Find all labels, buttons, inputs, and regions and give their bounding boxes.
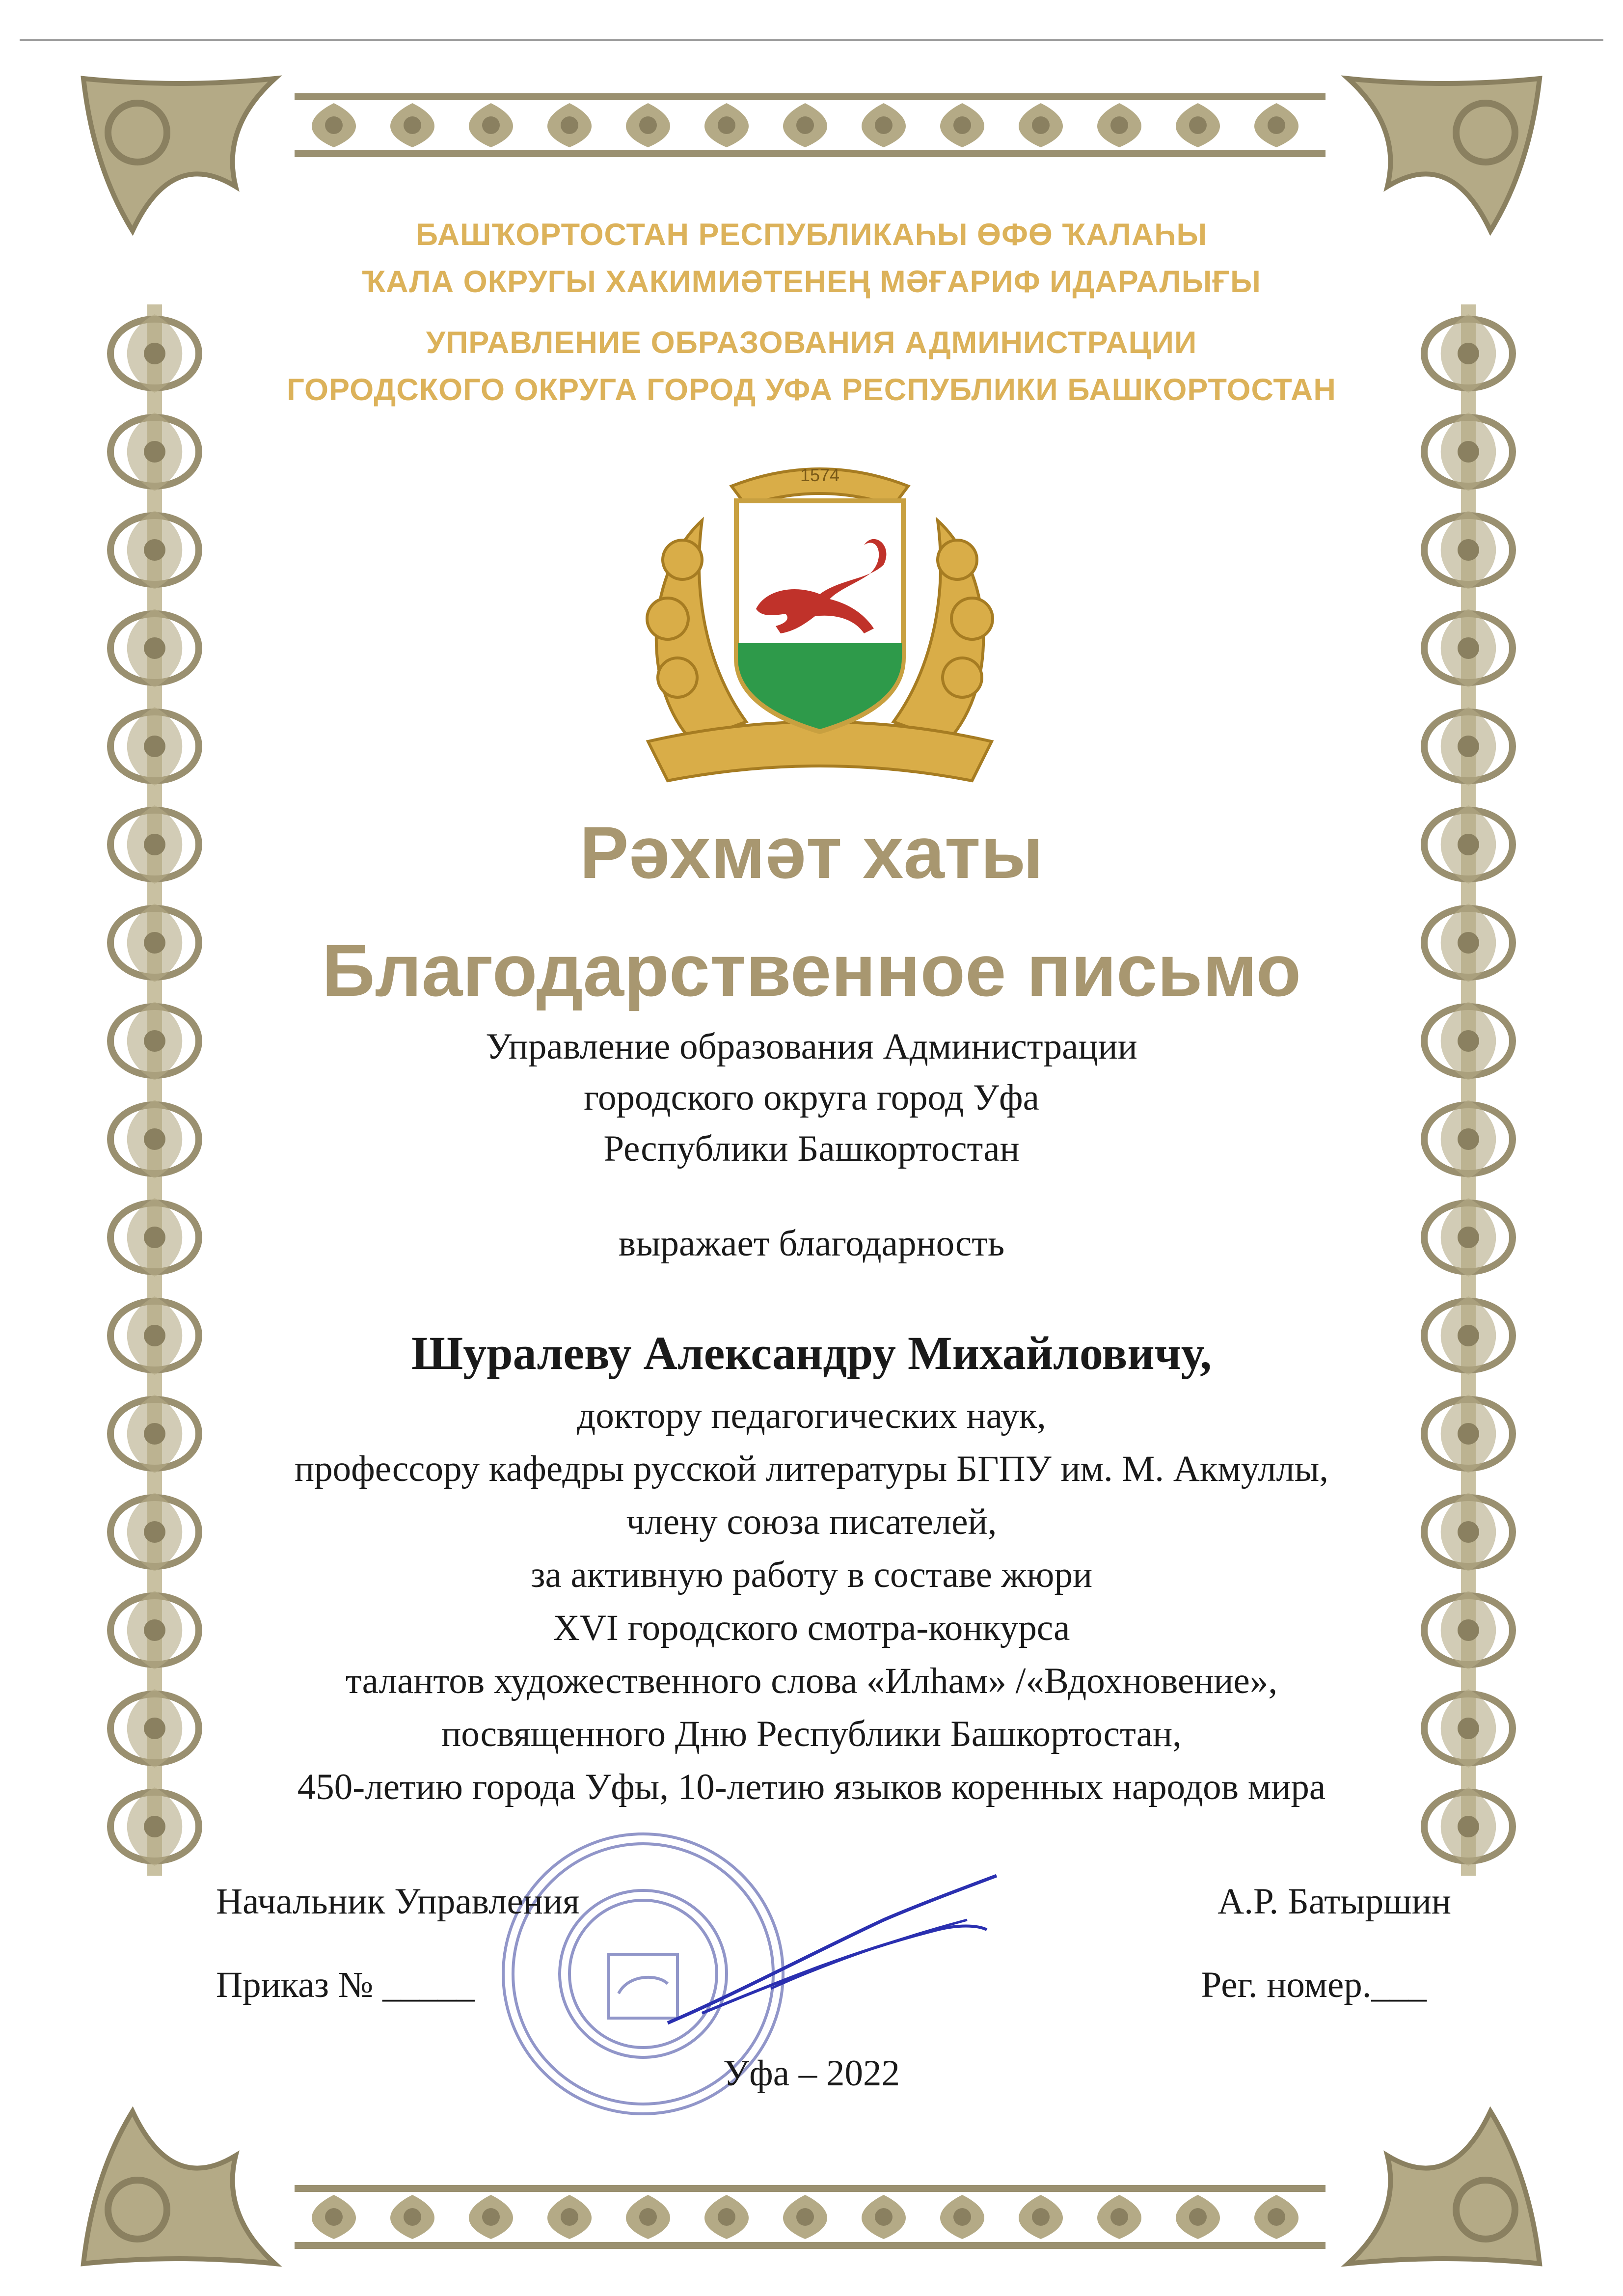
reason-line: 450-летию города Уфы, 10-летию языков коренных народов мира [297, 1767, 1326, 1807]
handwritten-signature [663, 1866, 1006, 2038]
organization-line: Республики Башкортостан [603, 1128, 1020, 1169]
organization-line: городского округа город Уфа [584, 1077, 1039, 1118]
title-bashkir: Рәхмәт хаты [579, 811, 1044, 894]
reason-line: за активную работу в составе жюри [530, 1555, 1093, 1595]
header-russian-line: ГОРОДСКОГО ОКРУГА ГОРОД УФА РЕСПУБЛИКИ БАШКОРТОСТАН [287, 373, 1336, 407]
signatory-name: А.Р. Батыршин [1217, 1881, 1451, 1922]
reason-line: профессору кафедры русской литературы БГПУ им. М. Акмуллы, [294, 1449, 1328, 1489]
order-number: Приказ № _____ [216, 1965, 475, 2005]
reason-line: посвященного Дню Республики Башкортостан, [441, 1714, 1182, 1754]
title-russian: Благодарственное письмо [322, 929, 1301, 1011]
place-and-year: Уфа – 2022 [723, 2053, 900, 2094]
registration-number: Рег. номер.___ [1201, 1965, 1427, 2005]
reason-line: XVI городского смотра-конкурса [553, 1608, 1070, 1648]
top-rule [20, 39, 1603, 41]
bottom-border-ornament [295, 2180, 1325, 2254]
emblem-year: 1574 [800, 465, 840, 485]
reason-line: талантов художественного слова «Илһам» /«Вдохновение», [345, 1661, 1278, 1701]
organization-line: Управление образования Администрации [486, 1026, 1137, 1067]
header-bashkir [0, 211, 1623, 305]
reason-block [0, 1390, 1623, 1814]
header-russian-line: УПРАВЛЕНИЕ ОБРАЗОВАНИЯ АДМИНИСТРАЦИИ [426, 326, 1197, 360]
ufa-coat-of-arms-emblem [619, 447, 1021, 791]
signatory-position: Начальник Управления [216, 1881, 580, 1922]
header-bashkir-line: ҠАЛА ОКРУГЫ ХАКИМИӘТЕНЕҢ МӘҒАРИФ ИДАРАЛЫҒЫ [362, 265, 1261, 299]
reason-line: члену союза писателей, [626, 1502, 997, 1542]
header-russian [0, 319, 1623, 413]
organization-block [0, 1021, 1623, 1175]
top-border-ornament [295, 88, 1325, 162]
recipient-name: Шуралеву Александру Михайловичу, [411, 1327, 1212, 1379]
thanks-text: выражает благодарность [618, 1223, 1005, 1264]
reason-line: доктору педагогических наук, [577, 1395, 1046, 1436]
header-bashkir-line: БАШҠОРТОСТАН РЕСПУБЛИКАҺЫ ӨФӨ ҠАЛАҺЫ [415, 218, 1208, 252]
